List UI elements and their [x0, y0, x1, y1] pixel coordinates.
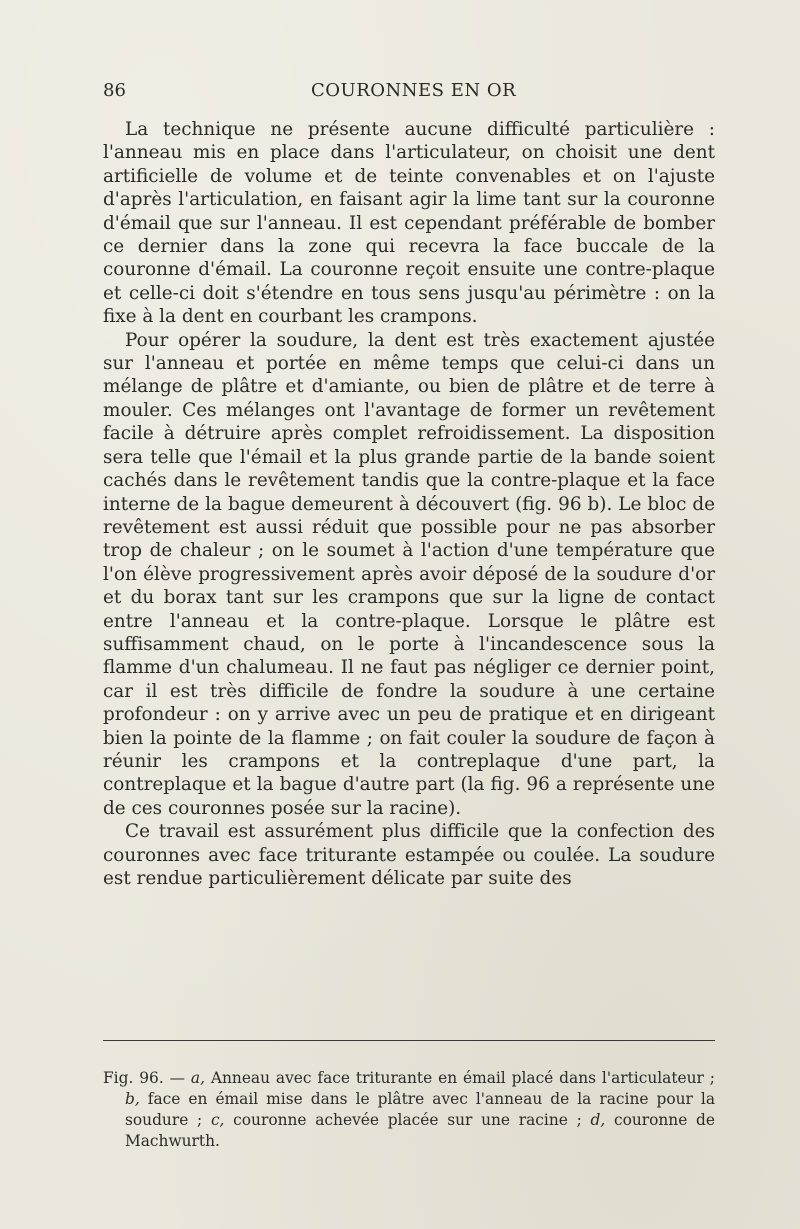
caption-dash: —: [163, 1069, 191, 1087]
page-header: [103, 80, 715, 106]
body-text: [103, 118, 715, 890]
paragraph: Pour opérer la soudure, la dent est très exactement ajustée sur l'anneau et portée en même temps que celui-ci dans un mélange de plâtre et d'amiante, ou bien de plâtre et de terre à mouler. Ces mélanges ont l'avantage de former un revêtement facile à détruire après complet refroidissement. La disposition sera telle que l'émail et la plus grande partie de la bande soient cachés dans le revêtement tandis que la contre-plaque et la face interne de la bague demeurent à découvert (fig. 96 b). Le bloc de revêtement est aussi réduit que possible pour ne pas absorber trop de chaleur ; on le soumet à l'action d'une température que l'on élève progressivement après avoir déposé de la soudure d'or et du borax tant sur les crampons que sur la ligne de contact entre l'anneau et la contre-plaque. Lorsque le plâtre est suffisamment chaud, on le porte à l'incandescence sous la flamme d'un chalumeau. Il ne faut pas négliger ce dernier point, car il est très difficile de fondre la soudure à une certaine profondeur : on y arrive avec un peu de pratique et en dirigeant bien la pointe de la flamme ; on fait couler la soudure de façon à réunir les crampons et la contreplaque d'une part, la contreplaque et la bague d'autre part (la fig. 96 a représente une de ces couronnes posée sur la racine).: [103, 329, 715, 819]
page-number: 86: [103, 80, 126, 101]
paragraph: Ce travail est assurément plus difficile que la confection des couronnes avec face triturante estampée ou coulée. La soudure est rendue particulièrement délicate par suite des: [103, 821, 715, 889]
caption-text-d: couronne de Machwurth.: [125, 1111, 715, 1150]
figure-label: Fig. 96.: [103, 1069, 164, 1087]
caption-text-c: couronne achevée placée sur une racine ;: [224, 1111, 591, 1129]
caption-letter-d: d,: [590, 1111, 606, 1129]
caption-text-b: face en émail mise dans le plâtre avec l'anneau de la racine pour la soudure ;: [125, 1090, 715, 1129]
running-title: COURONNES EN OR: [311, 80, 517, 101]
paragraph: La technique ne présente aucune difficulté particulière : l'anneau mis en place dans l'articulateur, on choisit une dent artificielle de volume et de teinte convenables et on l'ajuste d'après l'articulation, en faisant agir la lime tant sur la couronne d'émail que sur l'anneau. Il est cependant préférable de bomber ce dernier dans la zone qui recevra la face buccale de la couronne d'émail. La couronne reçoit ensuite une contre-plaque et celle-ci doit s'étendre en tous sens jusqu'au périmètre : on la fixe à la dent en courbant les crampons.: [103, 119, 715, 328]
caption-text-a: Anneau avec face triturante en émail placé dans l'articulateur ;: [204, 1069, 715, 1087]
caption-letter-c: c,: [210, 1111, 225, 1129]
figure-caption: [103, 1068, 715, 1152]
footnote-divider: [103, 1040, 715, 1041]
caption-letter-b: b,: [125, 1090, 140, 1108]
caption-letter-a: a,: [190, 1069, 205, 1087]
